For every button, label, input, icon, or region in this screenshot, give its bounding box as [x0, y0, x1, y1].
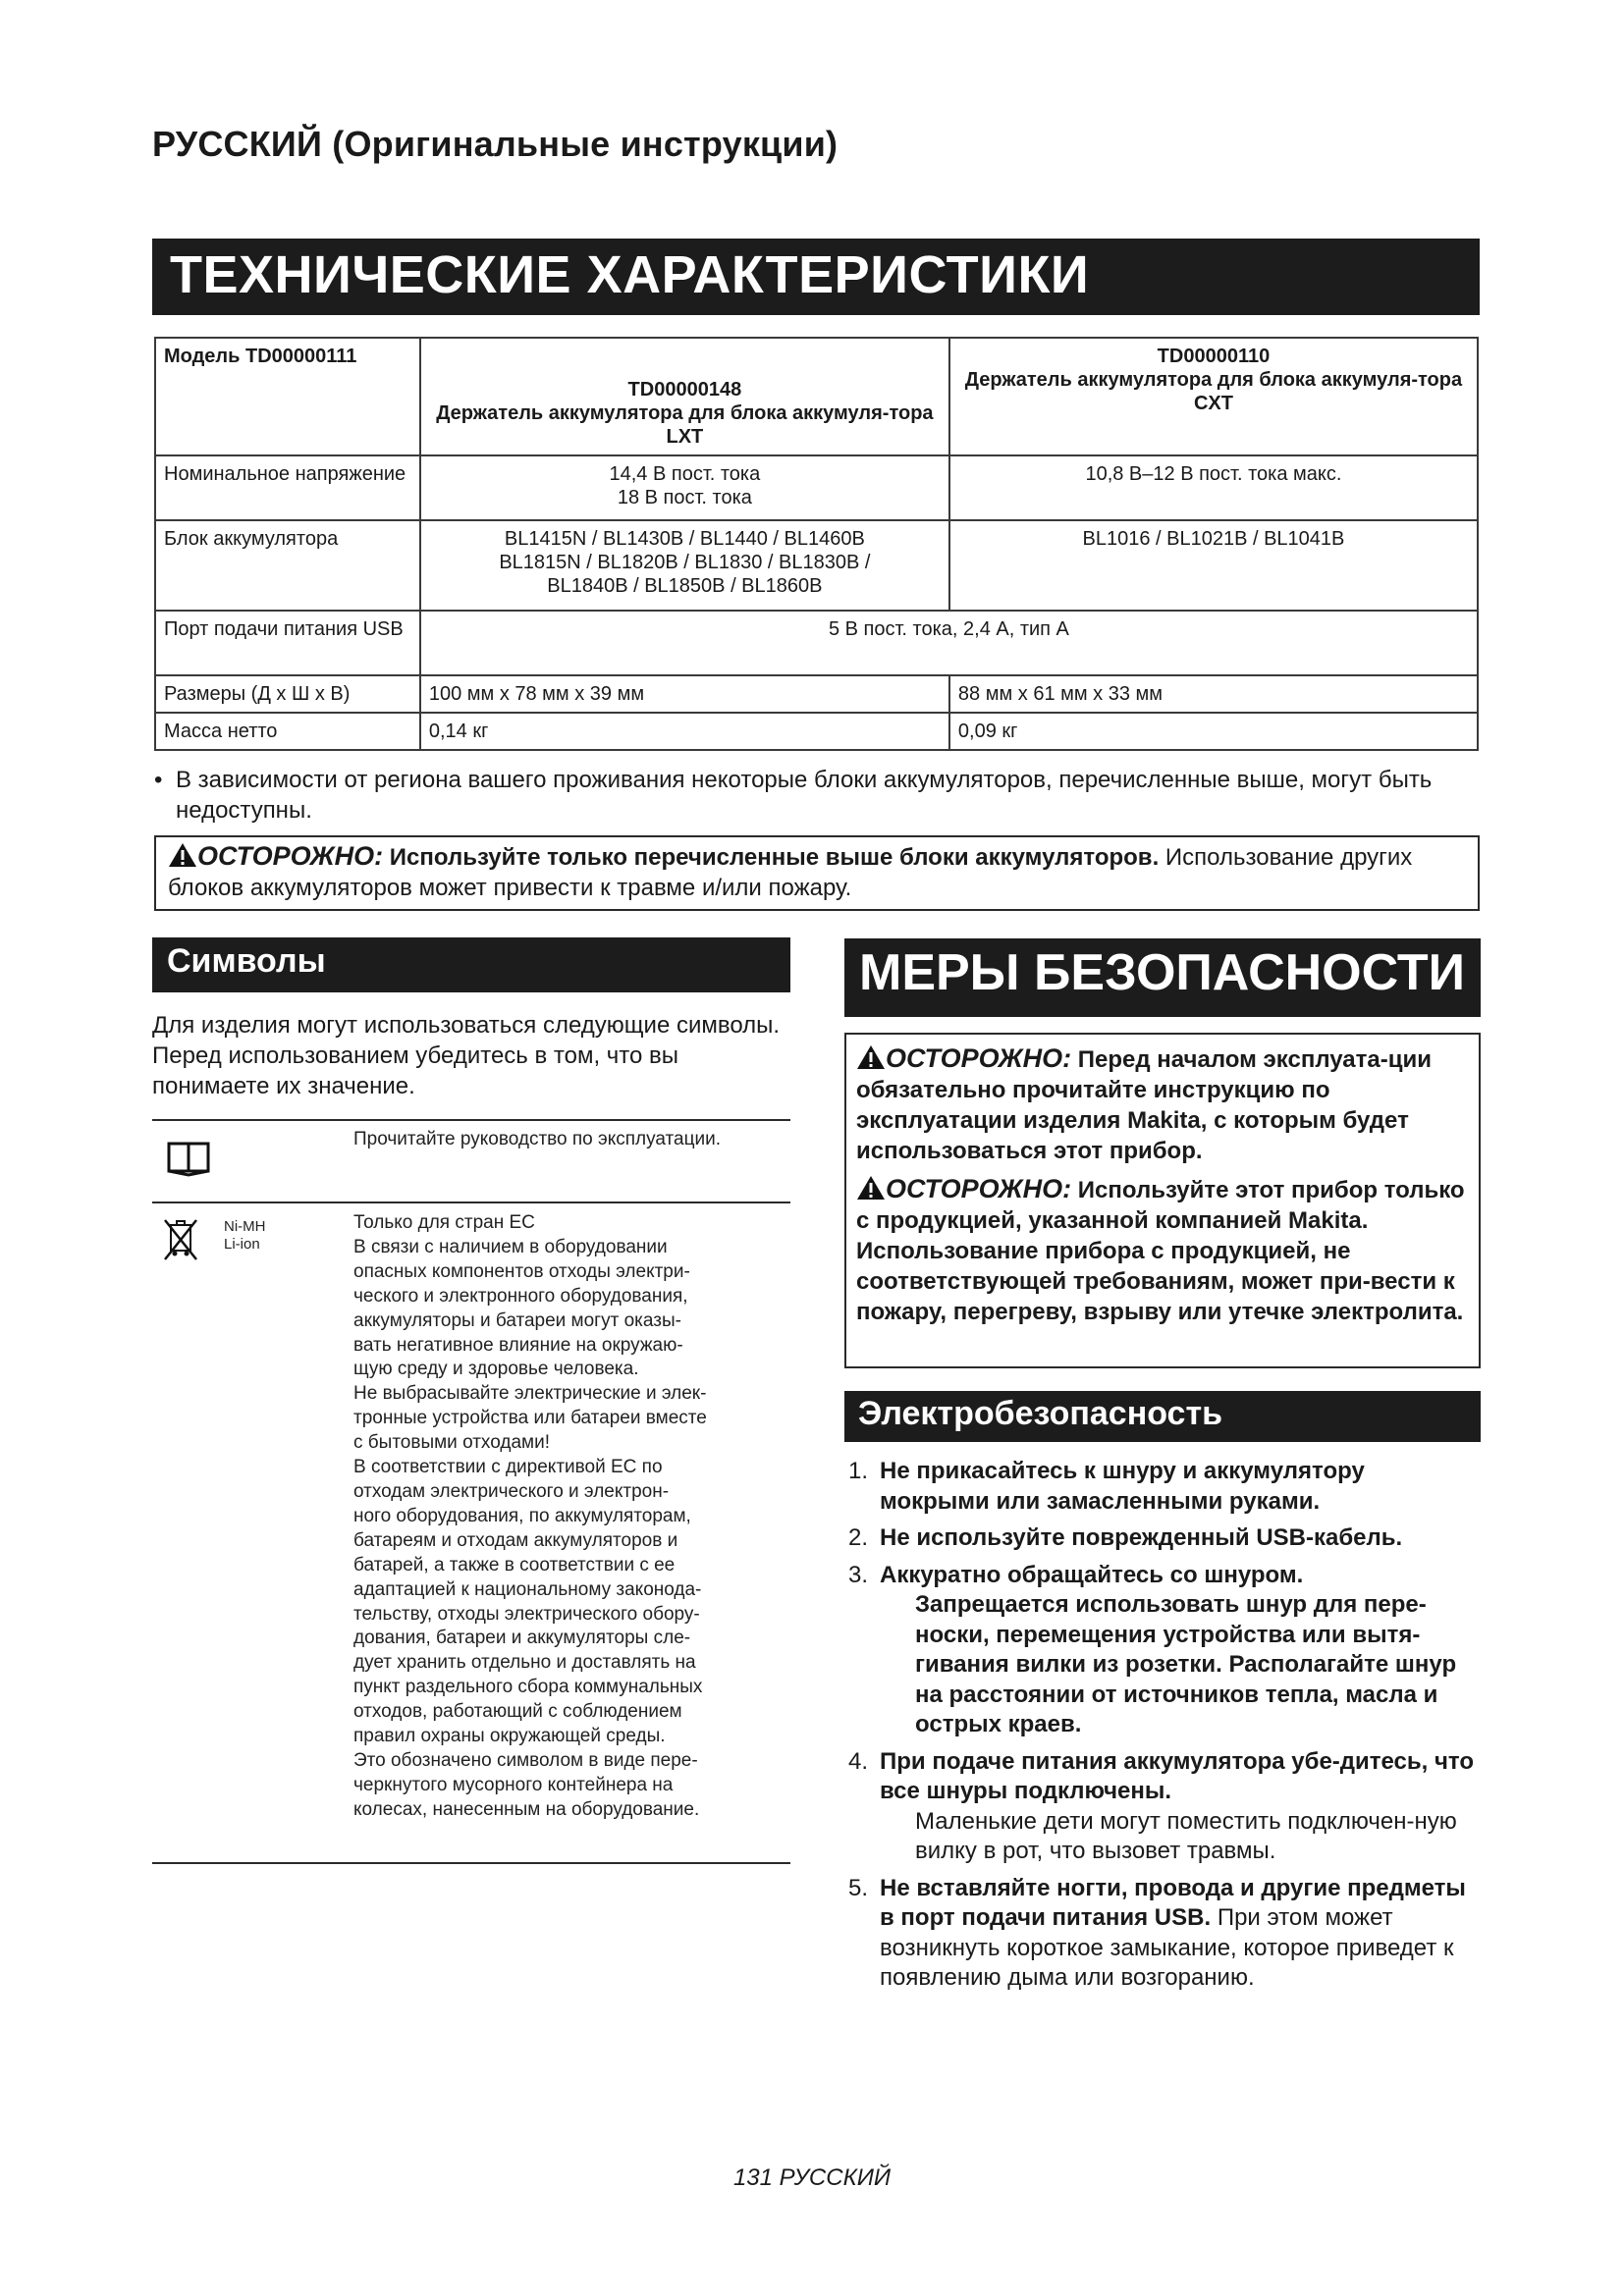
item-bold: Аккуратно обращайтесь со шнуром.: [880, 1561, 1304, 1588]
item-bold-sub: Запрещается использовать шнур для пере-носки, перемещения устройства или вытя-гивания вилки из розетки. Располагайте шнур на расстоянии от источников тепла, масла и острых краев.: [915, 1591, 1457, 1737]
desc-line: отходов, работающий с соблюдением: [353, 1701, 682, 1723]
safety-warning-1: [856, 1043, 1469, 1166]
item-number: 4.: [848, 1747, 869, 1775]
desc-line: аккумуляторы и батареи могут оказы-: [353, 1309, 681, 1331]
item-number: 5.: [848, 1874, 869, 1901]
electrical-safety-list: [844, 1457, 1481, 2001]
desc-line: щую среду и здоровье человека.: [353, 1359, 639, 1380]
warning-triangle-icon: [856, 1175, 886, 1201]
caution-label: ОСТОРОЖНО:: [886, 1043, 1072, 1073]
table-cell: Модель TD00000111: [155, 338, 420, 455]
caution-label: ОСТОРОЖНО:: [197, 841, 384, 871]
item-number: 2.: [848, 1524, 869, 1551]
safety-section-title: МЕРЫ БЕЗОПАСНОСТИ: [844, 938, 1481, 1017]
caution-text: Использование других блоков аккумуляторов может привести к травме и/или пожару.: [168, 844, 1413, 901]
table-cell: 88 мм x 61 мм x 33 мм: [949, 675, 1478, 713]
item-bold: Не прикасайтесь к шнуру и аккумулятору мокрыми или замасленными руками.: [880, 1458, 1365, 1515]
book-icon: [167, 1142, 210, 1177]
table-cell: [420, 338, 949, 455]
table-row: [155, 675, 1478, 713]
item-text: При этом может возникнуть короткое замыкание, которое приведет к появлению дыма или возгоранию.: [880, 1904, 1454, 1991]
battery-type-liion: Li-ion: [224, 1236, 260, 1253]
list-item: [844, 1523, 1481, 1554]
desc-line: батареям и отходам аккумуляторов и: [353, 1529, 678, 1551]
table-row: [155, 455, 1478, 520]
safety-warning-2: [856, 1174, 1469, 1327]
safety-warnings-box: [844, 1033, 1481, 1368]
divider: [152, 1862, 790, 1864]
desc-line: колесах, нанесенным на оборудование.: [353, 1798, 700, 1820]
item-bold: При подаче питания аккумулятора убе-дитесь, что все шнуры подключены.: [880, 1747, 1475, 1804]
table-cell: 0,09 кг: [949, 713, 1478, 750]
desc-line: отходам электрического и электрон-: [353, 1480, 670, 1502]
col2-desc: Держатель аккумулятора для блока аккумуля-тора CXT: [964, 369, 1463, 414]
specs-section-title: ТЕХНИЧЕСКИЕ ХАРАКТЕРИСТИКИ: [152, 239, 1480, 315]
desc-line: Это обозначено символом в виде пере-: [353, 1749, 698, 1771]
col1-desc: Держатель аккумулятора для блока аккумуля-тора LXT: [436, 402, 934, 448]
list-item: [844, 1561, 1481, 1740]
warning-text: Используйте этот прибор только с продукцией, указанной компанией Makita. Использование прибора с продукцией, не соответствующей требованиям, может при-вести к пожару, перегреву, взрыву или утечке электролита.: [856, 1177, 1465, 1325]
desc-line: батарей, а также в соответствии с ее: [353, 1554, 676, 1575]
symbols-intro: Для изделия могут использоваться следующие символы. Перед использованием убедитесь в том, что вы понимаете их значение.: [152, 1012, 781, 1099]
table-cell: BL1016 / BL1021B / BL1041B: [949, 520, 1478, 611]
desc-line: Не выбрасывайте электрические и элек-: [353, 1383, 707, 1405]
item-number: 1.: [848, 1458, 869, 1484]
note-text: В зависимости от региона вашего проживания некоторые блоки аккумуляторов, перечисленные выше, могут быть недоступны.: [176, 767, 1433, 824]
desc-line: тронные устройства или батареи вместе: [353, 1408, 707, 1429]
caution-label: ОСТОРОЖНО:: [886, 1174, 1072, 1203]
col1-model: TD00000148: [627, 379, 742, 400]
list-item: [844, 1457, 1481, 1517]
table-row: [155, 611, 1478, 675]
table-row: [155, 520, 1478, 611]
desc-line: с бытовыми отходами!: [353, 1432, 550, 1454]
table-row: [155, 338, 1478, 455]
desc-line: ческого и электронного оборудования,: [353, 1285, 688, 1307]
item-text: Маленькие дети могут поместить подключен-ную вилку в рот, что вызовет травмы.: [915, 1807, 1457, 1864]
specs-note: [154, 765, 1480, 826]
page-footer: 131 РУССКИЙ: [732, 2164, 892, 2191]
table-cell: Блок аккумулятора: [155, 520, 420, 611]
symbols-section-title: Символы: [152, 937, 790, 992]
table-cell: Масса нетто: [155, 713, 420, 750]
specs-table: [154, 337, 1479, 751]
desc-line: дует хранить отдельно и доставлять на: [353, 1652, 696, 1674]
caution-box: [154, 835, 1480, 911]
crossed-bin-icon: [162, 1217, 199, 1262]
table-cell: Порт подачи питания USB: [155, 611, 420, 675]
item-bold: Не вставляйте ногти, провода и другие предметы в порт подачи питания USB.: [880, 1874, 1466, 1931]
table-cell: BL1415N / BL1430B / BL1440 / BL1460B BL1815N / BL1820B / BL1830 / BL1830B / BL1840B / BL1850B / BL1860B: [420, 520, 949, 611]
table-cell: Номинальное напряжение: [155, 455, 420, 520]
warning-text: Перед началом эксплуата-ции обязательно прочитайте инструкцию по эксплуатации изделия Makita, с которым будет использоваться этот прибор.: [856, 1046, 1432, 1164]
desc-line: адаптацией к национальному законода-: [353, 1578, 702, 1600]
list-item: [844, 1874, 1481, 1994]
table-cell: Размеры (Д х Ш х В): [155, 675, 420, 713]
bullet: •: [154, 767, 163, 793]
list-item: [844, 1747, 1481, 1867]
page-language-title: РУССКИЙ (Оригинальные инструкции): [152, 124, 839, 164]
desc-line: ного оборудования, по аккумуляторам,: [353, 1505, 691, 1526]
desc-line: черкнутого мусорного контейнера на: [353, 1774, 674, 1795]
desc-line: пункт раздельного сбора коммунальных: [353, 1677, 703, 1698]
caution-bold-text: Используйте только перечисленные выше блоки аккумуляторов.: [389, 844, 1160, 871]
desc-line: Только для стран ЕС: [353, 1212, 535, 1233]
table-cell: 14,4 В пост. тока 18 В пост. тока: [420, 455, 949, 520]
table-cell: 100 мм x 78 мм x 39 мм: [420, 675, 949, 713]
table-cell: 5 В пост. тока, 2,4 А, тип A: [420, 611, 1478, 675]
table-cell: 0,14 кг: [420, 713, 949, 750]
table-cell: [949, 338, 1478, 455]
desc-line: тельству, отходы электрического обору-: [353, 1603, 700, 1625]
desc-line: В соответствии с директивой ЕС по: [353, 1457, 663, 1478]
divider: [152, 1201, 790, 1203]
col2-model: TD00000110: [1157, 346, 1271, 367]
battery-type-nimh: Ni-MH: [224, 1218, 266, 1235]
symbol-desc-manual: Прочитайте руководство по эксплуатации.: [353, 1129, 721, 1149]
electrical-safety-title: Электробезопасность: [844, 1391, 1481, 1442]
item-bold: Не используйте поврежденный USB-кабель.: [880, 1524, 1403, 1551]
desc-line: правил охраны окружающей среды.: [353, 1726, 666, 1747]
table-cell: 10,8 В–12 В пост. тока макс.: [949, 455, 1478, 520]
desc-line: дования, батареи и аккумуляторы сле-: [353, 1628, 691, 1649]
symbol-desc-weee: [353, 1211, 785, 1823]
divider: [152, 1119, 790, 1121]
item-number: 3.: [848, 1561, 869, 1588]
warning-triangle-icon: [856, 1044, 886, 1070]
desc-line: вать негативное влияние на окружаю-: [353, 1334, 683, 1356]
desc-line: В связи с наличием в оборудовании: [353, 1236, 668, 1257]
warning-triangle-icon: [168, 842, 197, 868]
table-row: [155, 713, 1478, 750]
desc-line: опасных компонентов отходы электри-: [353, 1260, 690, 1282]
